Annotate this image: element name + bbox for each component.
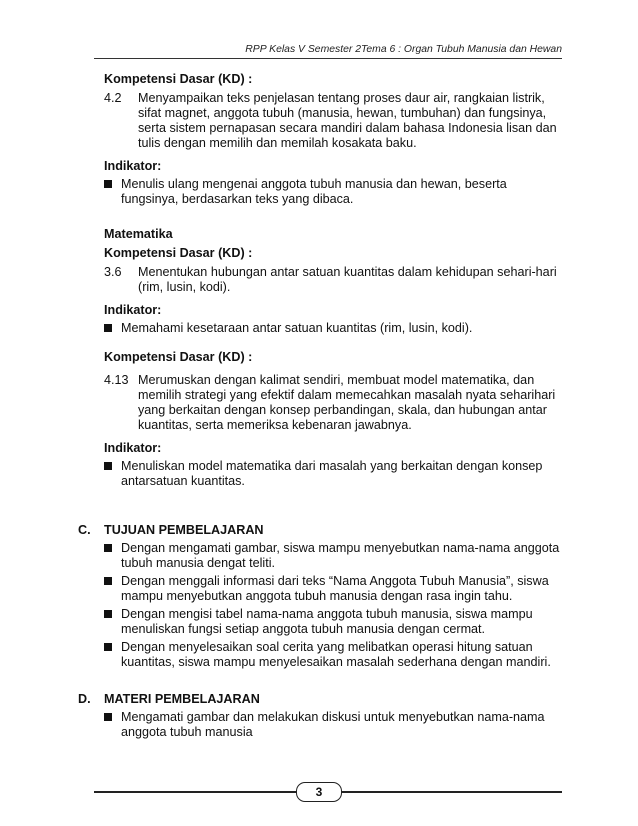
- bullet-item: [104, 710, 564, 740]
- running-header: RPP Kelas V Semester 2Tema 6 : Organ Tubuh Manusia dan Hewan: [245, 44, 562, 55]
- kd-item: [104, 373, 564, 433]
- section-title: MATERI PEMBELAJARAN: [104, 692, 260, 706]
- bullet-item: [104, 541, 564, 571]
- indikator-heading: Indikator:: [104, 441, 162, 455]
- kd-number: 4.13: [104, 373, 129, 387]
- bullet-line: mampu menyebutkan anggota tubuh manusia dengan rasa ingin tahu.: [121, 589, 513, 603]
- bullet-line: antarsatuan kuantitas.: [121, 474, 245, 488]
- square-bullet-icon: [104, 321, 121, 336]
- kd-line: tulis dengan memilih dan memilah kosakata baku.: [138, 136, 417, 150]
- square-bullet-icon: [104, 541, 121, 571]
- bullet-line: anggota tubuh manusia: [121, 725, 253, 739]
- bullet-line: Mengamati gambar dan melakukan diskusi untuk menyebutkan nama-nama: [121, 710, 545, 724]
- square-bullet-icon: [104, 459, 121, 489]
- bullet-line: Memahami kesetaraan antar satuan kuantitas (rim, lusin, kodi).: [121, 321, 473, 335]
- kd-line: sifat magnet, anggota tubuh (manusia, hewan, tumbuhan) dan fungsinya,: [138, 106, 547, 120]
- bullet-line: kuantitas, siswa mampu menyelesaikan masalah sederhana dengan mandiri.: [121, 655, 551, 669]
- kd-line: Menyampaikan teks penjelasan tentang proses daur air, rangkaian listrik,: [138, 91, 545, 105]
- subject-heading: Matematika: [104, 227, 173, 241]
- kd-line: memilih strategi yang efektif dalam memecahkan masalah nyata seharihari: [138, 388, 556, 402]
- footer-rule-left: [94, 791, 296, 793]
- square-bullet-icon: [104, 607, 121, 637]
- bullet-line: Dengan mengamati gambar, siswa mampu menyebutkan nama-nama anggota: [121, 541, 560, 555]
- kd-line: serta sistem pernapasan secara mandiri dalam bahasa Indonesia lisan dan: [138, 121, 557, 135]
- kd-heading: Kompetensi Dasar (KD) :: [104, 350, 253, 364]
- kd-line: (rim, lusin, kodi).: [138, 280, 231, 294]
- bullet-line: Dengan menyelesaikan soal cerita yang melibatkan operasi hitung satuan: [121, 640, 533, 654]
- square-bullet-icon: [104, 177, 121, 207]
- bullet-line: menuliskan fungsi setiap anggota tubuh manusia dengan cermat.: [121, 622, 486, 636]
- bullet-line: Menuliskan model matematika dari masalah yang berkaitan dengan konsep: [121, 459, 543, 473]
- bullet-line: Dengan menggali informasi dari teks “Nama Anggota Tubuh Manusia”, siswa: [121, 574, 549, 588]
- kd-number: 4.2: [104, 91, 122, 105]
- section-letter: D.: [78, 692, 91, 706]
- bullet-line: fungsinya, berdasarkan teks yang dibaca.: [121, 192, 354, 206]
- bullet-line: tubuh manusia dengat teliti.: [121, 556, 276, 570]
- section-d-heading: [78, 692, 638, 707]
- section-title: TUJUAN PEMBELAJARAN: [104, 523, 264, 537]
- square-bullet-icon: [104, 574, 121, 604]
- page-number: 3: [296, 782, 342, 802]
- bullet-item: [104, 321, 564, 336]
- kd-line: Menentukan hubungan antar satuan kuantitas dalam kehidupan sehari-hari: [138, 265, 557, 279]
- bullet-item: [104, 640, 564, 670]
- kd-heading: Kompetensi Dasar (KD) :: [104, 72, 253, 86]
- kd-number: 3.6: [104, 265, 122, 279]
- kd-text: [138, 91, 564, 151]
- footer-rule-right: [342, 791, 562, 793]
- bullet-item: [104, 574, 564, 604]
- kd-item: [104, 91, 564, 151]
- kd-line: Merumuskan dengan kalimat sendiri, membuat model matematika, dan: [138, 373, 535, 387]
- bullet-item: [104, 459, 564, 489]
- bullet-item: [104, 177, 564, 207]
- kd-heading: Kompetensi Dasar (KD) :: [104, 246, 253, 260]
- kd-item: [104, 265, 564, 295]
- square-bullet-icon: [104, 710, 121, 740]
- indikator-heading: Indikator:: [104, 303, 162, 317]
- bullet-item: [104, 607, 564, 637]
- page-body: [0, 72, 638, 740]
- section-c-heading: [78, 523, 638, 538]
- header-rule: [94, 58, 562, 59]
- kd-line: yang berkaitan dengan konsep perbandingan, skala, dan hubungan antar: [138, 403, 547, 417]
- indikator-heading: Indikator:: [104, 159, 162, 173]
- square-bullet-icon: [104, 640, 121, 670]
- section-letter: C.: [78, 523, 91, 537]
- bullet-line: Dengan mengisi tabel nama-nama anggota tubuh manusia, siswa mampu: [121, 607, 533, 621]
- kd-line: kuantitas, serta memeriksa kebenaran jawabnya.: [138, 418, 412, 432]
- bullet-line: Menulis ulang mengenai anggota tubuh manusia dan hewan, beserta: [121, 177, 507, 191]
